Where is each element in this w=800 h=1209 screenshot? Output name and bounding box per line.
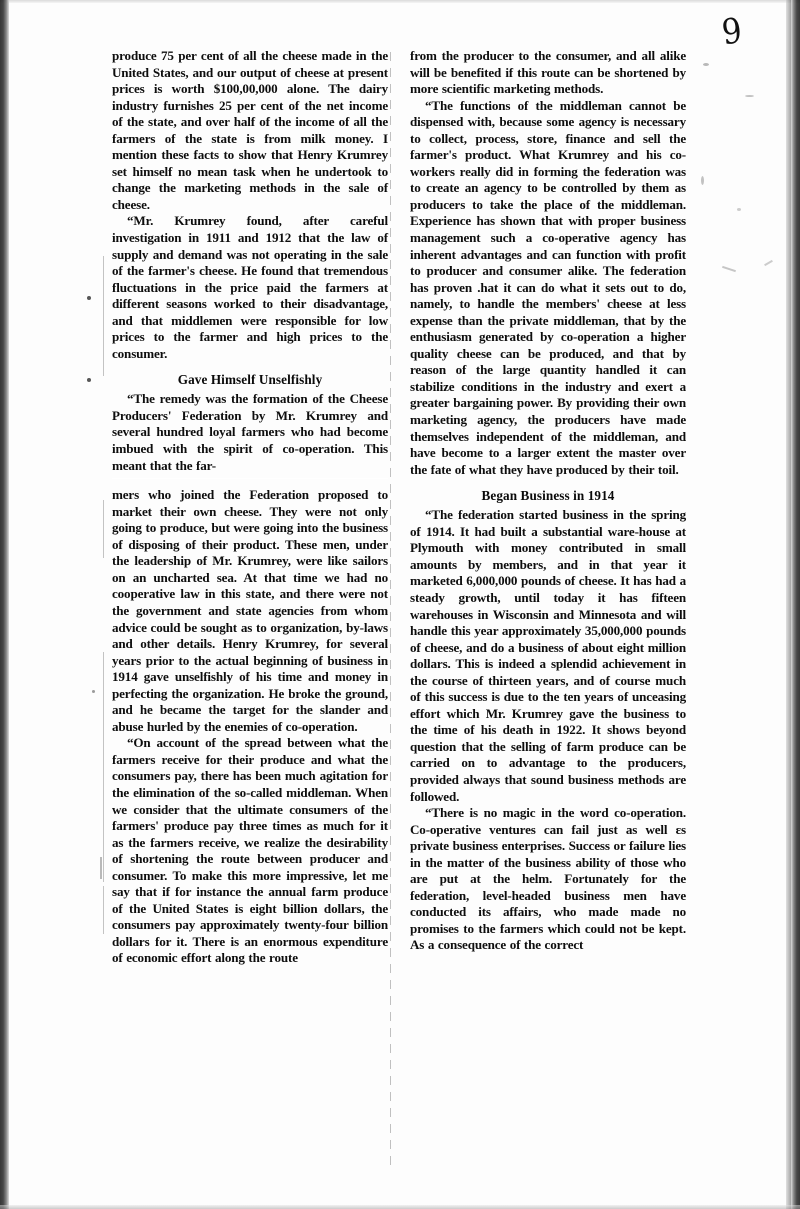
dust-speck	[87, 378, 91, 382]
dust-speck	[722, 266, 736, 272]
dust-speck	[100, 857, 102, 879]
scan-edge-top	[0, 0, 800, 3]
paragraph: “The functions of the middleman cannot be dispensed with, because some agency is necessary to collect, process, store, finance and sell the farmer's product. What Krumrey and his co-workers really did in forming the federation was to create an agency to be controlled by them as producers to take the place of the middleman. Experience has shown that with proper business management such a co-operative agency has inherent advantages and can function with profit to producer and consumer alike. The federation has proven .hat it can do what it sets out to do, namely, to handle the members' cheese at less expense than the private middleman, that by the enthusiasm generated by co-operation a higher quality cheese can be produced, and that by reason of the large quantity handled it can stabilize conditions in the industry and exert a greater bargaining power. By providing their own marketing agency, the producers have made themselves independent of the middleman, and have become to a larger extent the master over the fate of what they have produced by their toil.	[410, 97, 686, 477]
scan-edge-left	[0, 0, 9, 1209]
dust-speck	[745, 95, 754, 97]
paragraph: mers who joined the Federation proposed to market their own cheese. They were not only going to produce, but were going into the business of disposing of their product. These men, under the leadership of Mr. Krumrey, were like sailors on an uncharted sea. At that time we had no cooperative law in this state, and there were not the government and state agencies from whom advice could be sought as to organization, by-laws and other details. Henry Krumrey, for several years prior to the actual beginning of business in 1914 gave unselfishly of his time and money in perfecting the organization. He broke the ground, and he became the target for the slander and abuse hurled by the enemies of co-operation.	[112, 487, 388, 734]
paragraph: “The remedy was the formation of the Cheese Producers' Federation by Mr. Krumrey and several hundred loyal farmers who had become imbued with the spirit of co-operation. This meant that the far-	[112, 391, 388, 473]
left-margin-rule	[103, 886, 104, 934]
clipping-seam	[112, 478, 388, 487]
section-subheading: Began Business in 1914	[481, 488, 615, 504]
dust-speck	[703, 63, 709, 66]
scan-edge-right	[791, 0, 800, 1209]
dust-speck	[764, 260, 773, 266]
column-right	[410, 48, 686, 954]
paragraph: “On account of the spread between what the farmers receive for their produce and what the consumers pay, there has been much agitation for the elimination of the so-called middleman. When we consider that the ultimate consumers of the farmers' produce pay three times as much for it as the farmers receive, we realize the desirability of shortening the route between producer and consumer. To make this more impressive, let me say that if for instance the annual farm produce of the United States is eight billion dollars, the consumers pay approximately twenty-four billion dollars for it. There is an enormous expenditure of economic effort along the route	[112, 735, 388, 966]
dust-speck	[87, 296, 91, 300]
paragraph: produce 75 per cent of all the cheese made in the United States, and our output of cheese at present prices is worth $100,00,000 alone. The dairy industry furnishes 25 per cent of the net income of the state, and over half of the income of all the farmers of the state is from milk money. I mention these facts to show that Henry Krumrey set himself no mean task when he undertook to change the marketing methods in the sale of cheese.	[112, 48, 388, 212]
dust-speck	[737, 208, 741, 211]
paragraph: “The federation started business in the spring of 1914. It had built a substantial ware-house at Plymouth with money contributed in small amounts by members, and in that year it marketed 6,000,000 pounds of cheese. It has had a steady growth, until today it has fifteen warehouses in Wisconsin and Minnesota and will handle this year approximately 35,000,000 pounds of cheese, and do a business of about eight million dollars. This is indeed a splendid achievement in the course of thirteen years, and of course much of this success is due to the ten years of unceasing effort which Mr. Krumrey gave the business to the time of his death in 1922. It shows beyond question that the selling of farm produce can be carried on to advantage to the producers, provided always that sound business methods are followed.	[410, 507, 686, 804]
clipping-body	[112, 48, 687, 1188]
column-left	[112, 48, 388, 967]
column-divider-rule	[390, 52, 391, 1172]
left-margin-rule	[103, 256, 104, 376]
scan-edge-bottom	[0, 1205, 800, 1209]
paragraph: from the producer to the consumer, and all alike will be benefited if this route can be shortened by more scientific marketing methods.	[410, 48, 686, 97]
dust-speck	[92, 690, 95, 693]
left-margin-rule	[103, 500, 104, 558]
section-subheading: Gave Himself Unselfishly	[177, 372, 323, 388]
paragraph: “Mr. Krumrey found, after careful investigation in 1911 and 1912 that the law of supply and demand was not operating in the sale of the farmer's cheese. He found that tremendous fluctuations in the price paid the farmers at different seasons worked to their disadvantage, and that middlemen were responsible for low prices to the farmer and high prices to the consumer.	[112, 213, 388, 361]
handwritten-page-number: 9	[719, 10, 745, 54]
paragraph: “There is no magic in the word co-operation. Co-operative ventures can fail just as well ɛs private business enterprises. Success or failure lies in the matter of the business ability of those who are put at the helm. Fortunately for the federation, level-headed business men have conducted its affairs, who made made no promises to the farmers which could not be kept. As a consequence of the correct	[410, 805, 686, 953]
dust-speck	[701, 176, 704, 185]
two-column-layout	[112, 48, 687, 967]
left-margin-rule	[103, 652, 104, 882]
